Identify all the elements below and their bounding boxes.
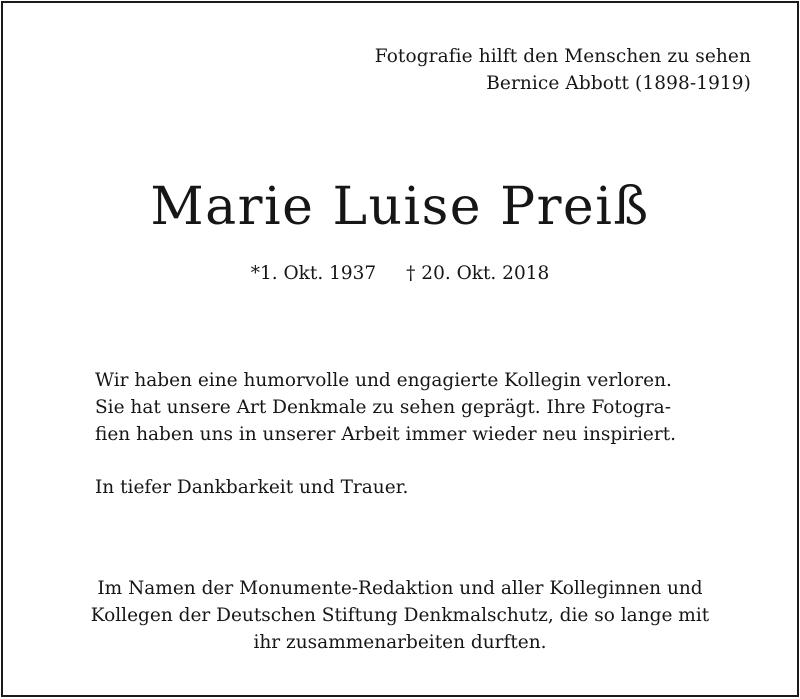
message-line: Wir haben eine humorvolle und engagierte Kollegin verloren.	[95, 370, 672, 391]
memorial-message	[95, 367, 735, 448]
signature-line: ihr zusammenarbeiten durften.	[253, 632, 547, 653]
message-line: fien haben uns in unserer Arbeit immer wieder neu inspiriert.	[95, 424, 677, 445]
message-line: Sie hat unsere Art Denkmale zu sehen geprägt. Ihre Fotogra-	[95, 397, 671, 418]
signature-block	[3, 575, 797, 656]
epigraph-quote	[375, 43, 751, 97]
signature-line: Kollegen der Deutschen Stiftung Denkmalschutz, die so lange mit	[90, 605, 710, 626]
obituary-notice	[1, 1, 799, 697]
deceased-name: Marie Luise Preiß	[150, 177, 650, 237]
quote-text: Fotografie hilft den Menschen zu sehen	[374, 46, 751, 67]
closing-line: In tiefer Dankbarkeit und Trauer.	[95, 477, 409, 498]
life-dates	[3, 260, 797, 288]
birth-date: *1. Okt. 1937	[250, 263, 377, 284]
quote-attribution: Bernice Abbott (1898-1919)	[486, 73, 751, 94]
death-date: † 20. Okt. 2018	[406, 263, 550, 284]
signature-line: Im Namen der Monumente-Redaktion und aller Kolleginnen und	[97, 578, 703, 599]
